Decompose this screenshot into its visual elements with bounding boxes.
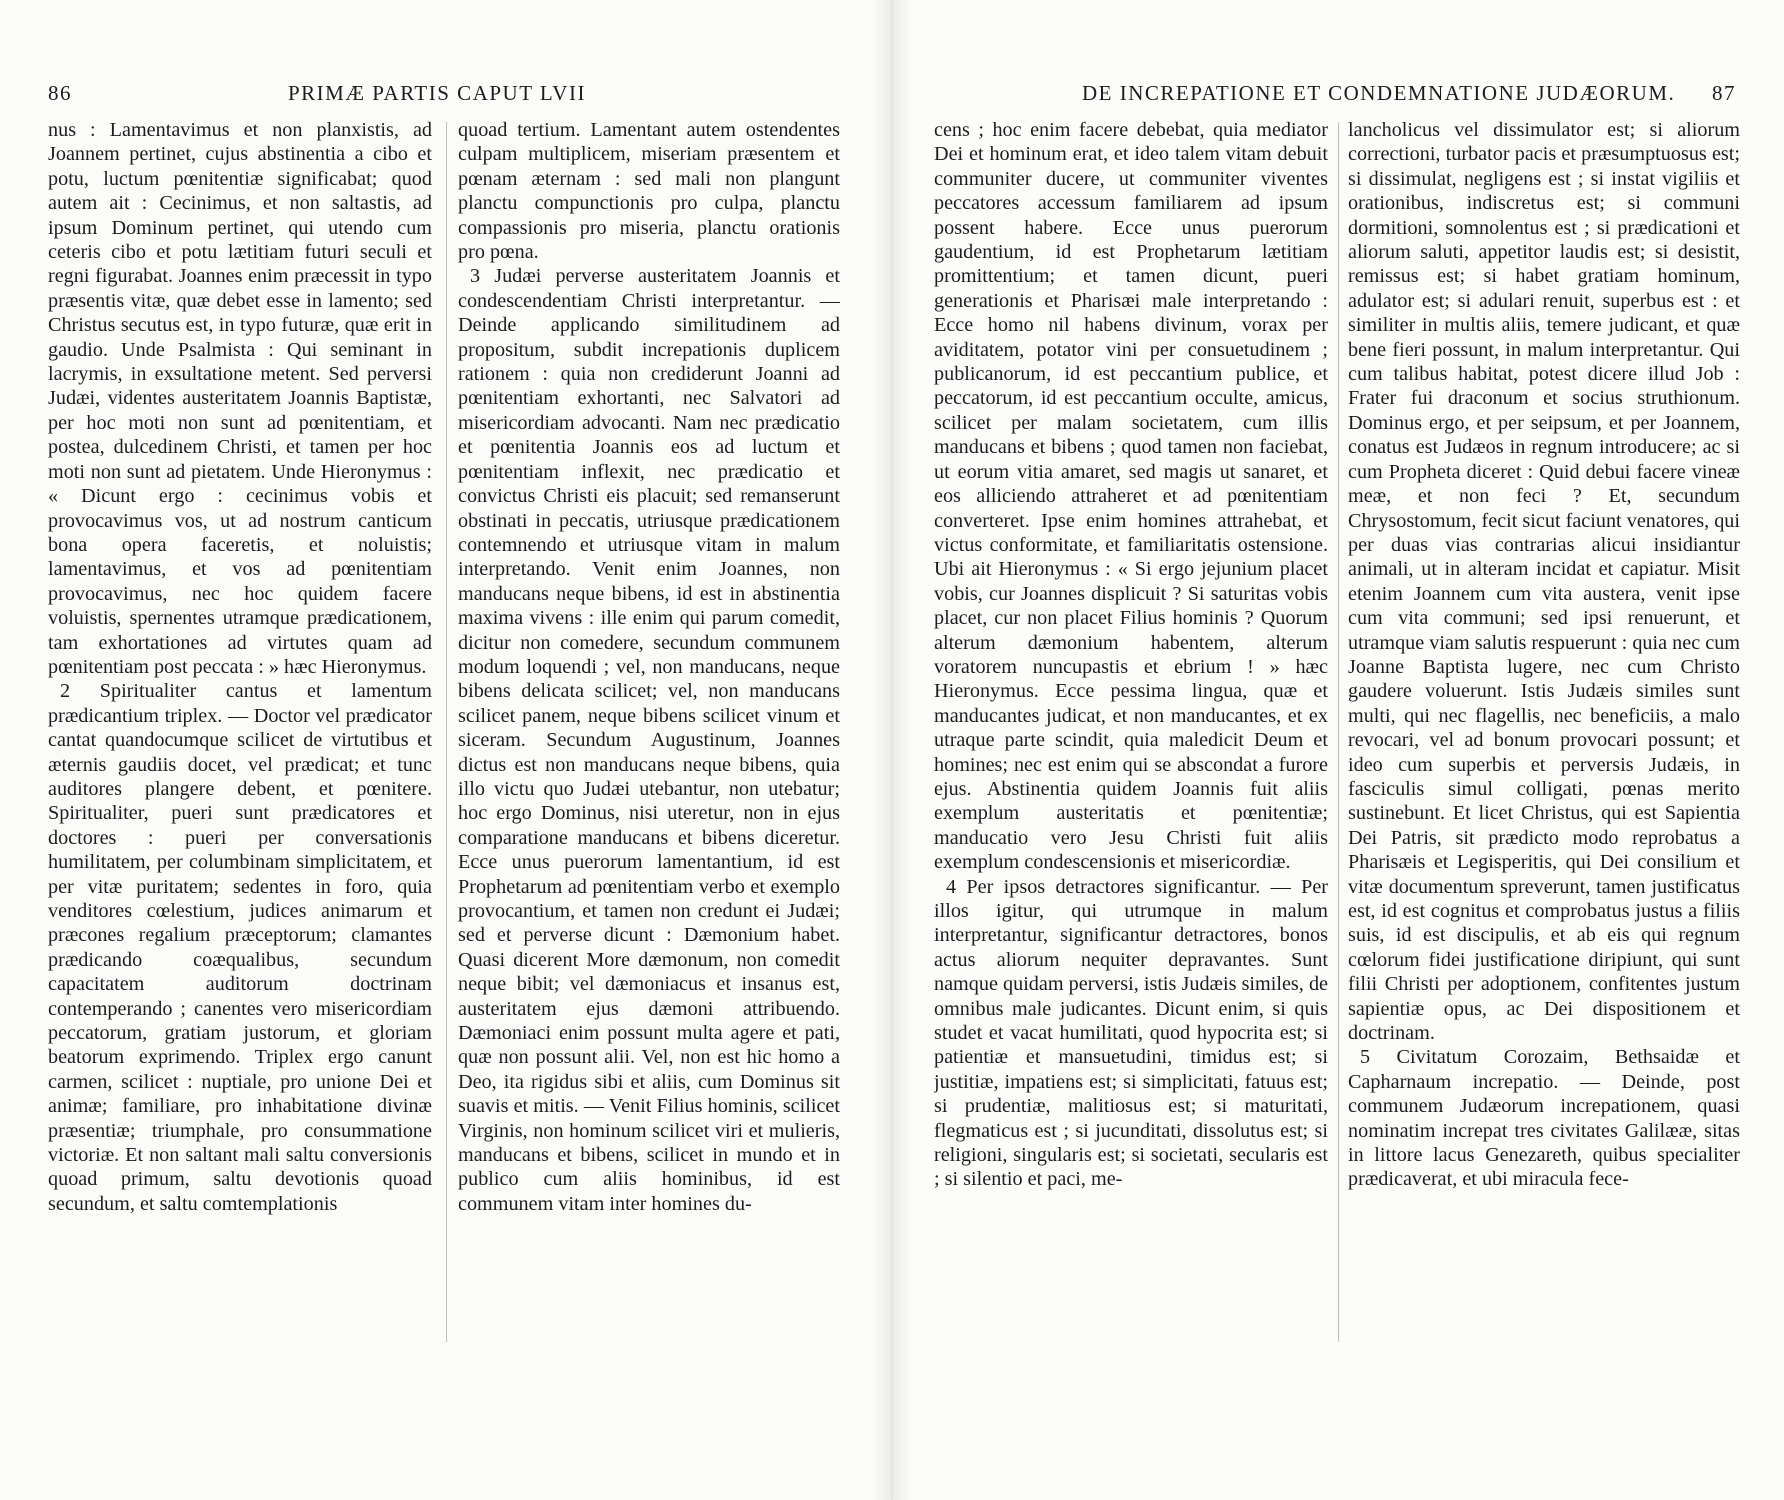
paragraph: lancholicus vel dissimulator est; si aliorum correctioni, turbator pacis et præsumptuosus est; si dissimulat, negligens est ; si instat vigiliis et orationibus, indiscretus est; si communi dormitioni, somnolentus est ; si prædicationi et aliorum saluti, appetitor laudis est; si desistit, remissus est; si habet gratiam hominum, adulator est; si adulari renuit, superbus est : et similiter in multis aliis, temere judicant, et quæ bene fieri possunt, in malum interpretantur. Qui cum talibus habitat, potest dicere illud Job : Frater fui draconum et socius struthionum. Dominus ergo, et per seipsum, et per Joannem, conatus est Judæos in regnum introducere; ac si cum Propheta diceret : Quid debui facere vineæ meæ, et non feci ? Et, secundum Chrysostomum, fecit sicut faciunt venatores, qui per duas vias contrarias alicui insidiantur animali, ut in alteram incidat et capiatur. Misit etenim Joannem cum vita austera, venit ipse cum vita communi; sed ipsi renuerunt, et utramque viam salutis respuerunt : quia nec cum Joanne Baptista lugere, nec cum Christo gaudere voluerunt. Istis Judæis similes sunt multi, qui nec flagellis, nec beneficiis, a malo revocari, vel ad bonum provocari possunt; et ideo cum superbis et perversis Judæis, in fasciculis simul colligati, pœnas merito sustinebunt. Et licet Christus, qui est Sapientia Dei Patris, sit prædicto modo reprobatus a Pharisæis et Legisperitis, qui Dei consilium et vitæ documentum spreverunt, tamen justificatus est, id est cognitus et comprobatus justus a filiis suis, id est discipulis, et ab eis qui regnum cœlorum fidei justificatione diripiunt, qui sunt filii Christi per adoptionem, confitentes justum sapientiæ opus, ac Dei dispositionem et doctrinam. <box>1348 119 1740 1045</box>
running-title-left: PRIMÆ PARTIS CAPUT LVII <box>288 81 586 105</box>
paragraph: 3 Judæi perverse austeritatem Joannis et condescendentiam Christi interpretantur. — Deinde applicando similitudinem ad propositum, subdit increpationis duplicem rationem : quia non crediderunt Joanni ad pœnitentiam exhortanti, nec Salvatori ad misericordiam advocanti. Nam nec prædicatio et pœnitentia Joannis eos ad luctum et pœnitentiam inflexit, nec prædicatio et convictus Christi eis placuit; sed remanserunt obstinati in peccatis, utriusque prædicationem contemnendo et utriusque vitam in malum interpretando. Venit enim Joannes, non manducans neque bibens, id est in abstinentia maxima vivens : ille enim qui parum comedit, dicitur non comedere, secundum communem modum loquendi ; vel, non manducans, neque bibens delicata scilicet; vel, non manducans scilicet panem, neque bibens scilicet vinum et siceram. Secundum Augustinum, Joannes dictus est non manducans neque bibens, quia illo victu quo Judæi utebantur, non utebatur; hoc ergo Dominus, nisi uteretur, non in ejus comparatione manducans et bibens diceretur. Ecce unus puerorum lamentantium, id est Prophetarum ad pœnitentiam verbo et exemplo provocantium, et tamen non credunt ei Judæi; sed et perverse dicunt : Dæmonium habet. Quasi dicerent More dæmonum, non comedit neque bibit; vel dæmoniacus et insanus est, austeritatem ejus dæmoni attribuendo. Dæmoniaci enim possunt multa agere et pati, quæ non possunt alii. Vel, non est hic homo a Deo, ita rigidus sibi et aliis, cum Dominus sit suavis et mitis. — Venit Filius hominis, scilicet Virginis, non hominum scilicet viri et mulieris, manducans et bibens, scilicet in mundo et in publico cum aliis hominibus, id est communem vitam inter homines du- <box>458 265 840 1215</box>
paragraph: quoad tertium. Lamentant autem ostendentes culpam multiplicem, miseriam præsentem et pœnam æternam : sed mali non plangunt planctu compunctionis pro culpa, planctu compassionis pro miseria, planctu orationis pro pœna. <box>458 119 840 264</box>
right-column-a <box>934 118 1328 1358</box>
right-page <box>888 0 1784 1500</box>
paragraph: nus : Lamentavimus et non planxistis, ad Joannem pertinet, cujus abstinentia a cibo et potu, luctum pœnitentiæ significabat; quod autem ait : Cecinimus, et non saltastis, ad ipsum Dominum pertinet, qui utendo cum ceteris cibo et potu lætitiam futuri seculi et regni figurabat. Joannes enim præcessit in typo præsentis vitæ, quæ debet esse in lamento; sed Christus secutus est, in typo futuræ, quæ erit in gaudio. Unde Psalmista : Qui seminant in lacrymis, in exsultatione metent. Sed perversi Judæi, videntes austeritatem Joannis Baptistæ, per hoc moti non sunt ad pœnitentiam, et postea, dulcedinem Christi, et tamen per hoc moti non sunt ad pietatem. Unde Hieronymus : « Dicunt ergo : cecinimus vobis et provocavimus vos, ut ad nostrum canticum bona opera faceretis, et noluistis; lamentavimus, et vos ad pœnitentiam provocavimus, nec hoc quidem facere voluistis, spernentes utramque prædicationem, tam exhortationes ad virtutes quam ad pœnitentiam post peccata : » hæc Hieronymus. <box>48 119 432 678</box>
paragraph: 4 Per ipsos detractores significantur. — Per illos igitur, qui utrumque in malum interpretantur, significantur detractores, bonos actus aliorum nequiter depravantes. Sunt namque quidam perversi, istis Judæis similes, de omnibus male judicantes. Dicunt enim, si quis studet et vacat humilitati, quod hypocrita est; si patientiæ et mansuetudini, timidus est; si justitiæ, impatiens est; si simplicitati, fatuus est; si prudentiæ, malitiosus est; si maturitati, flegmaticus est ; si jucunditati, dissolutus est; si religioni, singularis est; si societati, secularis est ; si silentio et paci, me- <box>934 875 1328 1191</box>
left-column-a <box>48 118 432 1358</box>
column-divider-right <box>1338 122 1339 1342</box>
right-column-b <box>1348 118 1740 1358</box>
paragraph: 5 Civitatum Corozaim, Bethsaidæ et Capharnaum increpatio. — Deinde, post communem Judæorum increpationem, quasi nominatim increpat tres civitates Galilææ, sitas in littore lacus Genezareth, quibus specialiter prædicaverat, et ubi miracula fece- <box>1348 1046 1740 1191</box>
page-number-left: 86 <box>48 81 72 105</box>
running-title-right: DE INCREPATIONE ET CONDEMNATIONE JUDÆORUM. <box>1082 81 1676 105</box>
column-divider-left <box>446 122 447 1342</box>
right-page-header <box>928 78 1736 108</box>
left-page-header <box>48 78 860 108</box>
page-number-right: 87 <box>1712 81 1736 105</box>
left-column-b <box>458 118 840 1358</box>
left-page <box>0 0 888 1500</box>
paragraph: cens ; hoc enim facere debebat, quia mediator Dei et hominum erat, et ideo talem vitam debuit communiter ducere, ut communiter viventes peccatores accessum familiarem ad ipsum possent habere. Ecce unus puerorum gaudentium, id est Prophetarum lætitiam promittentium; et tamen dicunt, pueri generationis et Pharisæi male interpretando : Ecce homo nil habens divinum, vorax per aviditatem, potator vini per consuetudinem ; publicanorum, id est peccantium publice, et peccatorum, id est peccantium occulte, amicus, scilicet per malam societatem, cum illis manducans et bibens ; quod tamen non faciebat, ut eorum vitia amaret, sed magis ut sanaret, et eos alliciendo attraheret et ad pœnitentiam converteret. Ipse enim homines attrahebat, et victus conformitate, et familiaritatis ostensione. Ubi ait Hieronymus : « Si ergo jejunium placet vobis, cur Joannes displicuit ? Si saturitas vobis placet, cur non placet Filius hominis ? Quorum alterum dæmonium habentem, alterum voratorem nuncupastis et ebrium ! » hæc Hieronymus. Ecce pessima lingua, quæ et manducantes judicat, et non manducantes, et ex utraque parte scindit, quia maledicit Deum et homines; nec est enim qui se abscondat a furore ejus. Abstinentia quidem Joannis fuit aliis exemplum austeritatis et pœnitentiæ; manducatio vero Jesu Christi fuit aliis exemplum condescensionis et misericordiæ. <box>934 119 1328 874</box>
book-gutter <box>872 0 912 1500</box>
paragraph: 2 Spiritualiter cantus et lamentum prædicantium triplex. — Doctor vel prædicator cantat quandocumque scilicet de virtutibus et æternis gaudiis docet, vel prædicat; et tunc auditores plangere debent, et pœnitere. Spiritualiter, pueri sunt prædicatores et doctores : pueri per conversationis humilitatem, per columbinam simplicitatem, et per vitæ puritatem; sedentes in foro, quia venditores cœlestium, judices animarum et præcones regalium præceptorum; clamantes prædicando coæqualibus, secundum capacitatem auditorum doctrinam contemperando ; canentes vero misericordiam peccatorum, gratiam justorum, et gloriam beatorum exprimendo. Triplex ergo canunt carmen, scilicet : nuptiale, pro unione Dei et animæ; familiare, pro inhabitatione divinæ præsentiæ; triumphale, pro consummatione victoriæ. Et non saltant mali saltu conversionis quoad primum, saltu devotionis quoad secundum, et saltu comtemplationis <box>48 680 432 1215</box>
